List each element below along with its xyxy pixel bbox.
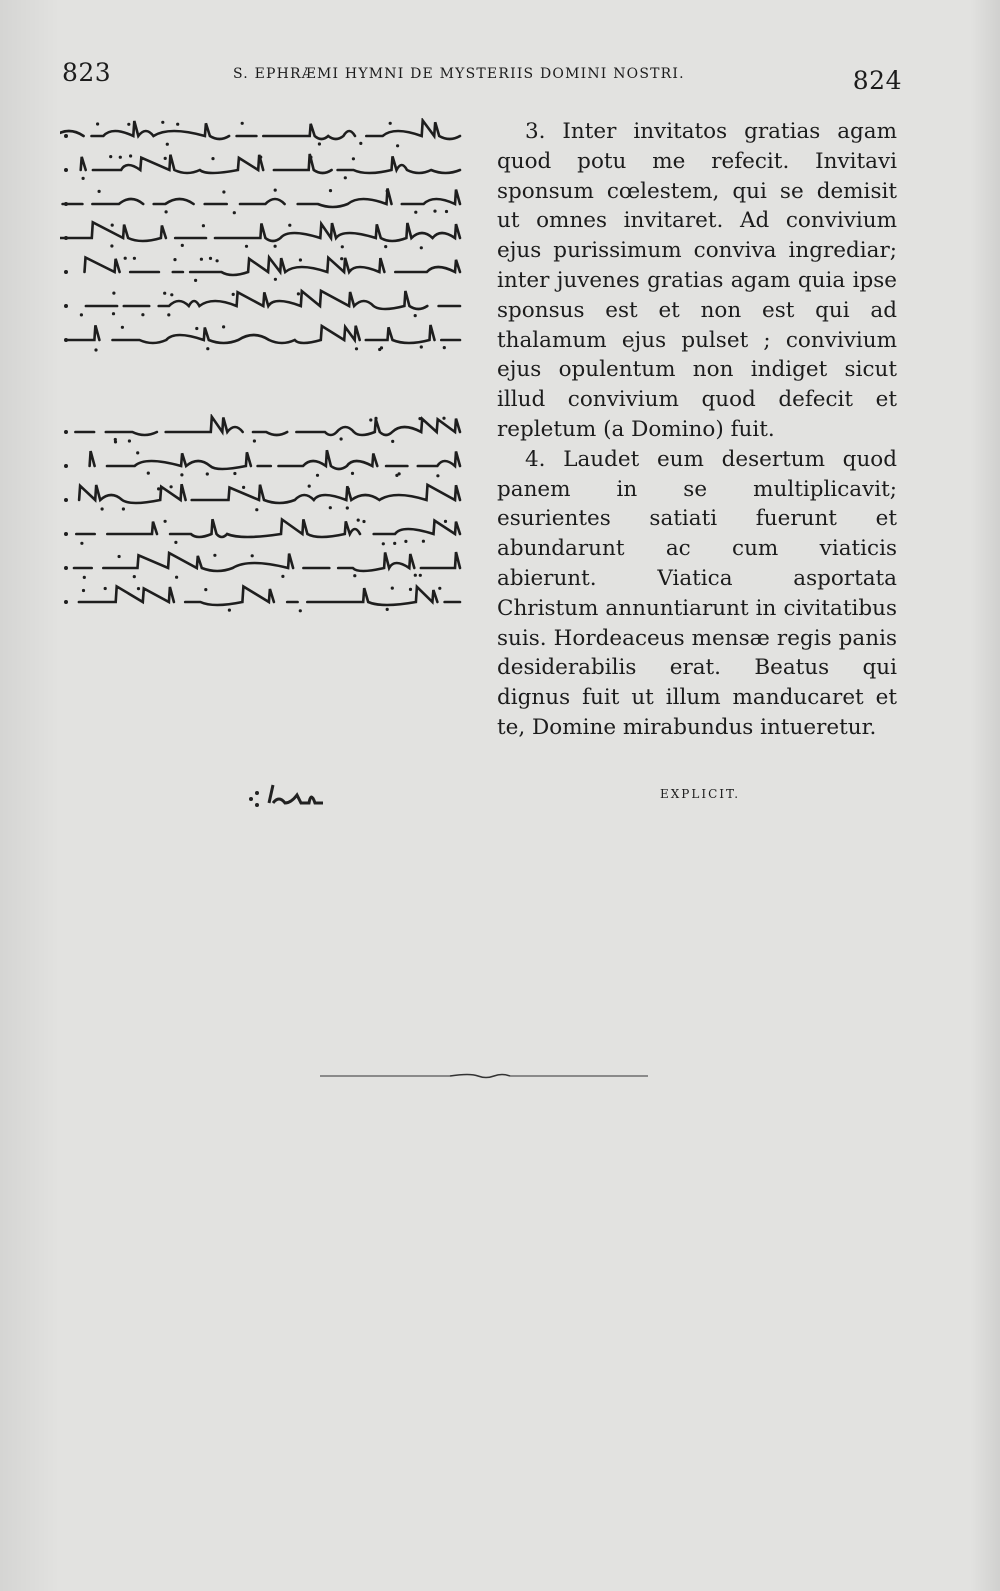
syriac-diacritic-dot <box>391 440 394 443</box>
syriac-diacritic-dot <box>232 293 235 296</box>
syriac-diacritic-dot <box>137 587 140 590</box>
syriac-diacritic-dot <box>82 177 85 180</box>
syriac-diacritic-dot <box>414 574 417 577</box>
syriac-diacritic-dot <box>194 279 197 282</box>
syriac-script-stroke <box>64 417 460 435</box>
syriac-diacritic-dot <box>104 587 107 590</box>
syriac-diacritic-dot <box>251 554 254 557</box>
syriac-diacritic-dot <box>241 122 244 125</box>
syriac-diacritic-dot <box>121 326 124 329</box>
syriac-diacritic-dot <box>141 313 144 316</box>
syriac-diacritic-dot <box>211 157 214 160</box>
syriac-diacritic-dot <box>386 608 389 611</box>
syriac-line <box>60 448 468 478</box>
syriac-diacritic-dot <box>209 257 212 260</box>
syriac-punctuation-dot <box>64 430 68 434</box>
syriac-line <box>60 288 468 318</box>
syriac-column <box>60 118 468 618</box>
syriac-script-stroke <box>79 484 460 503</box>
running-title: S. EPHRÆMI HYMNI DE MYSTERIIS DOMINI NOSTRI. <box>233 66 685 82</box>
syriac-diacritic-dot <box>163 292 166 295</box>
syriac-diacritic-dot <box>167 313 170 316</box>
syriac-punctuation-dot <box>64 338 68 342</box>
syriac-diacritic-dot <box>357 519 360 522</box>
syriac-diacritic-dot <box>396 144 399 147</box>
syriac-diacritic-dot <box>118 555 121 558</box>
syriac-script-stroke <box>67 586 460 605</box>
syriac-diacritic-dot <box>297 292 300 295</box>
explicit-label: EXPLICIT. <box>660 787 741 801</box>
syriac-diacritic-dot <box>281 575 284 578</box>
syriac-diacritic-dot <box>175 576 178 579</box>
syriac-diacritic-dot <box>181 244 184 247</box>
page-number-right: 824 <box>852 66 902 95</box>
syriac-diacritic-dot <box>129 154 132 157</box>
syriac-diacritic-dot <box>419 574 422 577</box>
syriac-diacritic-dot <box>228 609 231 612</box>
syriac-punctuation-dot <box>64 168 68 172</box>
syriac-diacritic-dot <box>147 472 150 475</box>
syriac-diacritic-dot <box>180 473 183 476</box>
syriac-diacritic-dot <box>136 451 139 454</box>
syriac-diacritic-dot <box>222 190 225 193</box>
syriac-punctuation-dot <box>64 532 68 536</box>
syriac-script-stroke <box>60 325 460 343</box>
syriac-diacritic-dot <box>80 313 83 316</box>
syriac-diacritic-dot <box>170 293 173 296</box>
syriac-diacritic-dot <box>202 224 205 227</box>
syriac-diacritic-dot <box>245 245 248 248</box>
paragraph-3: 3. Inter invitatos gratias agam quod potu me refecit. Invitavi sponsum cœlestem, qui se demisit ut omnes invitaret. Ad convivium ejus purissimum conviva ingrediar; inter juvenes gratias agam quia ipse sponsus est et non est qui ad thalamum ejus pulset ; convivium ejus opulentum non indiget sicut illud convivium quod defecit et repletum (a Domino) fuit. <box>497 119 897 442</box>
syriac-diacritic-dot <box>274 278 277 281</box>
syriac-diacritic-dot <box>173 258 176 261</box>
syriac-diacritic-dot <box>98 190 101 193</box>
syriac-diacritic-dot <box>174 541 177 544</box>
syriac-diacritic-dot <box>346 506 349 509</box>
syriac-diacritic-dot <box>386 189 389 192</box>
syriac-diacritic-dot <box>128 439 131 442</box>
syriac-script-stroke <box>60 222 460 241</box>
syriac-line <box>60 516 468 546</box>
syriac-diacritic-dot <box>341 245 344 248</box>
syriac-diacritic-dot <box>329 189 332 192</box>
syriac-diacritic-dot <box>165 210 168 213</box>
syriac-diacritic-dot <box>242 486 245 489</box>
syriac-diacritic-dot <box>340 437 343 440</box>
syriac-diacritic-dot <box>253 439 256 442</box>
syriac-diacritic-dot <box>351 472 354 475</box>
syriac-diacritic-dot <box>114 438 117 441</box>
syriac-diacritic-dot <box>359 142 362 145</box>
syriac-diacritic-dot <box>404 540 407 543</box>
syriac-punctuation-dot <box>64 566 68 570</box>
syriac-diacritic-dot <box>213 554 216 557</box>
syriac-diacritic-dot <box>393 542 396 545</box>
syriac-diacritic-dot <box>110 244 113 247</box>
syriac-diacritic-dot <box>288 224 291 227</box>
syriac-diacritic-dot <box>274 245 277 248</box>
syriac-diacritic-dot <box>127 123 130 126</box>
syriac-diacritic-dot <box>391 587 394 590</box>
syriac-diacritic-dot <box>166 143 169 146</box>
syriac-diacritic-dot <box>222 325 225 328</box>
syriac-diacritic-dot <box>157 487 160 490</box>
syriac-line <box>60 152 468 182</box>
syriac-punctuation-dot <box>64 270 68 274</box>
syriac-diacritic-dot <box>414 314 417 317</box>
syriac-line <box>60 584 468 614</box>
syriac-line <box>60 482 468 512</box>
syriac-diacritic-dot <box>433 210 436 213</box>
syriac-diacritic-dot <box>299 258 302 261</box>
syriac-line <box>60 322 468 352</box>
syriac-diacritic-dot <box>255 508 258 511</box>
syriac-diacritic-dot <box>96 122 99 125</box>
syriac-punctuation-dot <box>64 236 68 240</box>
paragraph-4: 4. Laudet eum desertum quod panem in se multiplicavit; esurientes satiati fuerunt et abundarunt ac cum viaticis abierunt. Viatica asportata Christum annuntiarunt in civitatibus suis. Hordeaceus mensæ regis panis desiderabilis erat. Beatus qui dignus fuit ut illum manducaret et te, Domine mirabundus intueretur. <box>497 446 897 740</box>
syriac-punctuation-dot <box>64 304 68 308</box>
syriac-diacritic-dot <box>164 520 167 523</box>
syriac-diacritic-dot <box>204 588 207 591</box>
syriac-line <box>60 550 468 580</box>
syriac-diacritic-dot <box>308 485 311 488</box>
syriac-diacritic-dot <box>445 210 448 213</box>
syriac-diacritic-dot <box>206 472 209 475</box>
syriac-line <box>60 118 468 148</box>
syriac-script-stroke <box>73 291 461 309</box>
syriac-diacritic-dot <box>299 609 302 612</box>
syriac-diacritic-dot <box>200 258 203 261</box>
syriac-diacritic-dot <box>206 347 209 350</box>
syriac-line <box>60 254 468 284</box>
syriac-diacritic-dot <box>353 574 356 577</box>
syriac-script-stroke <box>90 450 460 469</box>
syriac-script-stroke <box>62 552 460 571</box>
syriac-diacritic-dot <box>316 474 319 477</box>
syriac-diacritic-dot <box>274 189 277 192</box>
syriac-diacritic-dot <box>355 347 358 350</box>
syriac-diacritic-dot <box>422 540 425 543</box>
syriac-diacritic-dot <box>216 259 219 262</box>
syriac-diacritic-dot <box>436 474 439 477</box>
syriac-diacritic-dot <box>94 348 97 351</box>
syriac-script-stroke <box>81 154 460 173</box>
syriac-script-stroke <box>67 519 460 537</box>
syriac-diacritic-dot <box>119 156 122 159</box>
syriac-line <box>60 414 468 444</box>
syriac-diacritic-dot <box>133 257 136 260</box>
syriac-diacritic-dot <box>122 507 125 510</box>
syriac-line <box>60 186 468 216</box>
syriac-diacritic-dot <box>101 507 104 510</box>
syriac-diacritic-dot <box>170 485 173 488</box>
syriac-diacritic-dot <box>112 292 115 295</box>
syriac-diacritic-dot <box>340 257 343 260</box>
syriac-diacritic-dot <box>378 348 381 351</box>
syriac-diacritic-dot <box>80 542 83 545</box>
syriac-line <box>60 220 468 250</box>
syriac-diacritic-dot <box>438 587 441 590</box>
syriac-punctuation-dot <box>64 202 68 206</box>
syriac-diacritic-dot <box>233 211 236 214</box>
syriac-diacritic-dot <box>176 123 179 126</box>
syriac-explicit <box>245 781 405 809</box>
syriac-diacritic-dot <box>195 327 198 330</box>
syriac-punctuation-dot <box>64 134 68 138</box>
syriac-diacritic-dot <box>124 257 127 260</box>
syriac-diacritic-dot <box>82 589 85 592</box>
syriac-script-stroke <box>60 121 460 140</box>
syriac-diacritic-dot <box>362 520 365 523</box>
syriac-diacritic-dot <box>374 417 377 420</box>
syriac-script-stroke <box>85 258 461 276</box>
syriac-diacritic-dot <box>420 345 423 348</box>
syriac-diacritic-dot <box>109 155 112 158</box>
syriac-diacritic-dot <box>161 121 164 124</box>
end-ornament-rule <box>320 1071 648 1081</box>
syriac-diacritic-dot <box>442 417 445 420</box>
page-gutter-shadow <box>0 0 60 1591</box>
syriac-diacritic-dot <box>418 417 421 420</box>
syriac-diacritic-dot <box>347 487 350 490</box>
syriac-diacritic-dot <box>395 474 398 477</box>
syriac-punctuation-dot <box>64 498 68 502</box>
syriac-diacritic-dot <box>111 224 114 227</box>
syriac-diacritic-dot <box>133 575 136 578</box>
syriac-diacritic-dot <box>259 156 262 159</box>
syriac-diacritic-dot <box>384 245 387 248</box>
syriac-diacritic-dot <box>443 346 446 349</box>
syriac-diacritic-dot <box>83 576 86 579</box>
syriac-diacritic-dot <box>309 156 312 159</box>
syriac-diacritic-dot <box>369 418 372 421</box>
latin-column <box>497 117 897 743</box>
syriac-script-stroke <box>60 188 460 207</box>
syriac-diacritic-dot <box>444 520 447 523</box>
syriac-diacritic-dot <box>382 542 385 545</box>
syriac-diacritic-dot <box>318 142 321 145</box>
page-number-left: 823 <box>62 58 112 87</box>
syriac-punctuation-dot <box>64 600 68 604</box>
syriac-diacritic-dot <box>420 246 423 249</box>
syriac-diacritic-dot <box>389 122 392 125</box>
syriac-diacritic-dot <box>164 157 167 160</box>
syriac-diacritic-dot <box>112 312 115 315</box>
syriac-punctuation-dot <box>64 464 68 468</box>
syriac-diacritic-dot <box>329 506 332 509</box>
syriac-diacritic-dot <box>414 211 417 214</box>
syriac-diacritic-dot <box>409 588 412 591</box>
page-edge-shadow <box>970 0 1000 1591</box>
syriac-diacritic-dot <box>233 472 236 475</box>
syriac-diacritic-dot <box>352 157 355 160</box>
syriac-diacritic-dot <box>344 176 347 179</box>
